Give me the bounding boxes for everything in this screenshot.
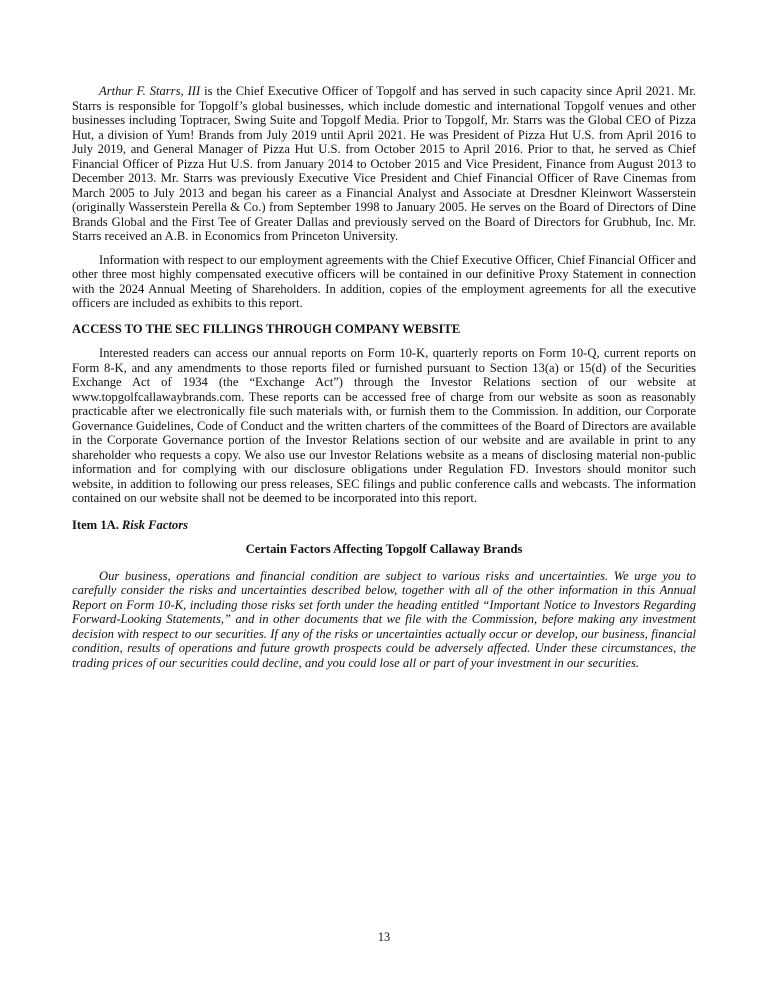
item-1a-heading xyxy=(72,518,696,533)
item-1a-label: Item 1A. xyxy=(72,517,119,532)
item-1a-title: Risk Factors xyxy=(121,517,189,532)
sec-access-heading: ACCESS TO THE SEC FILLINGS THROUGH COMPANY WEBSITE xyxy=(72,321,461,336)
ceo-bio-paragraph xyxy=(72,84,696,244)
ceo-name-lead: Arthur F. Starrs, III xyxy=(99,84,201,98)
page-number: 13 xyxy=(377,930,391,944)
ceo-bio-text: is the Chief Executive Officer of Topgolf and has served in such capacity since April 2021. Mr. Starrs is responsible for Topgolf’s global businesses, which include domestic and international Topgolf venues and other businesses including Toptracer, Swing Suite and Topgolf Media. Prior to Topgolf, Mr. Starrs was the Global CEO of Pizza Hut, a division of Yum! Brands from July 2019 until April 2021. He was President of Pizza Hut U.S. from April 2016 to July 2019, and General Manager of Pizza Hut U.S. from October 2015 to April 2016. Prior to that, he served as Chief Financial Officer of Pizza Hut U.S. from January 2014 to October 2015 and Vice President, Finance from August 2013 to December 2013. Mr. Starrs was previously Executive Vice President and Chief Financial Officer of Rave Cinemas from March 2005 to July 2013 and began his career as a Financial Analyst and Associate at Dresdner Kleinwort Wasserstein (originally Wasserstein Perella & Co.) from September 1998 to January 2005. He serves on the Board of Directors of Dine Brands Global and the First Tee of Greater Dallas and previously served on the Board of Directors for Grubhub, Inc. Mr. Starrs received an A.B. in Economics from Princeton University. xyxy=(72,84,697,243)
risk-factors-section-heading: Certain Factors Affecting Topgolf Callaway Brands xyxy=(245,542,523,556)
risk-intro-paragraph: Our business, operations and financial condition are subject to various risks and uncertainties. We urge you to carefully consider the risks and uncertainties described below, together with all of the other information in this Annual Report on Form 10-K, including those risks set forth under the heading entitled “Important Notice to Investors Regarding Forward-Looking Statements,” and in other documents that we file with the Commission, before making any investment decision with respect to our securities. If any of the risks or uncertainties actually occur or develop, our business, financial condition, results of operations and future growth prospects could be adversely affected. Under these circumstances, the trading prices of our securities could decline, and you could lose all or part of your investment in our securities. xyxy=(72,568,696,670)
employment-agreements-paragraph: Information with respect to our employment agreements with the Chief Executive Officer, Chief Financial Officer and other three most highly compensated executive officers will be contained in our definitive Proxy Statement in connection with the 2024 Annual Meeting of Shareholders. In addition, copies of the employment agreements for all the executive officers are included as exhibits to this report. xyxy=(72,252,696,310)
sec-access-paragraph: Interested readers can access our annual reports on Form 10-K, quarterly reports on Form 10-Q, current reports on Form 8-K, and any amendments to those reports filed or furnished pursuant to Section 13(a) or 15(d) of the Securities Exchange Act of 1934 (the “Exchange Act”) through the Investor Relations section of our website at www.topgolfcallawaybrands.com. These reports can be accessed free of charge from our website as soon as reasonably practicable after we electronically file such materials with, or furnish them to the Commission. In addition, our Corporate Governance Guidelines, Code of Conduct and the written charters of the committees of the Board of Directors are available in the Corporate Governance portion of the Investor Relations section of our website and are available in print to any shareholder who requests a copy. We also use our Investor Relations website as a means of disclosing material non-public information and for complying with our disclosure obligations under Regulation FD. Investors should monitor such website, in addition to following our press releases, SEC filings and public conference calls and webcasts. The information contained on our website shall not be deemed to be incorporated into this report. xyxy=(72,346,696,505)
